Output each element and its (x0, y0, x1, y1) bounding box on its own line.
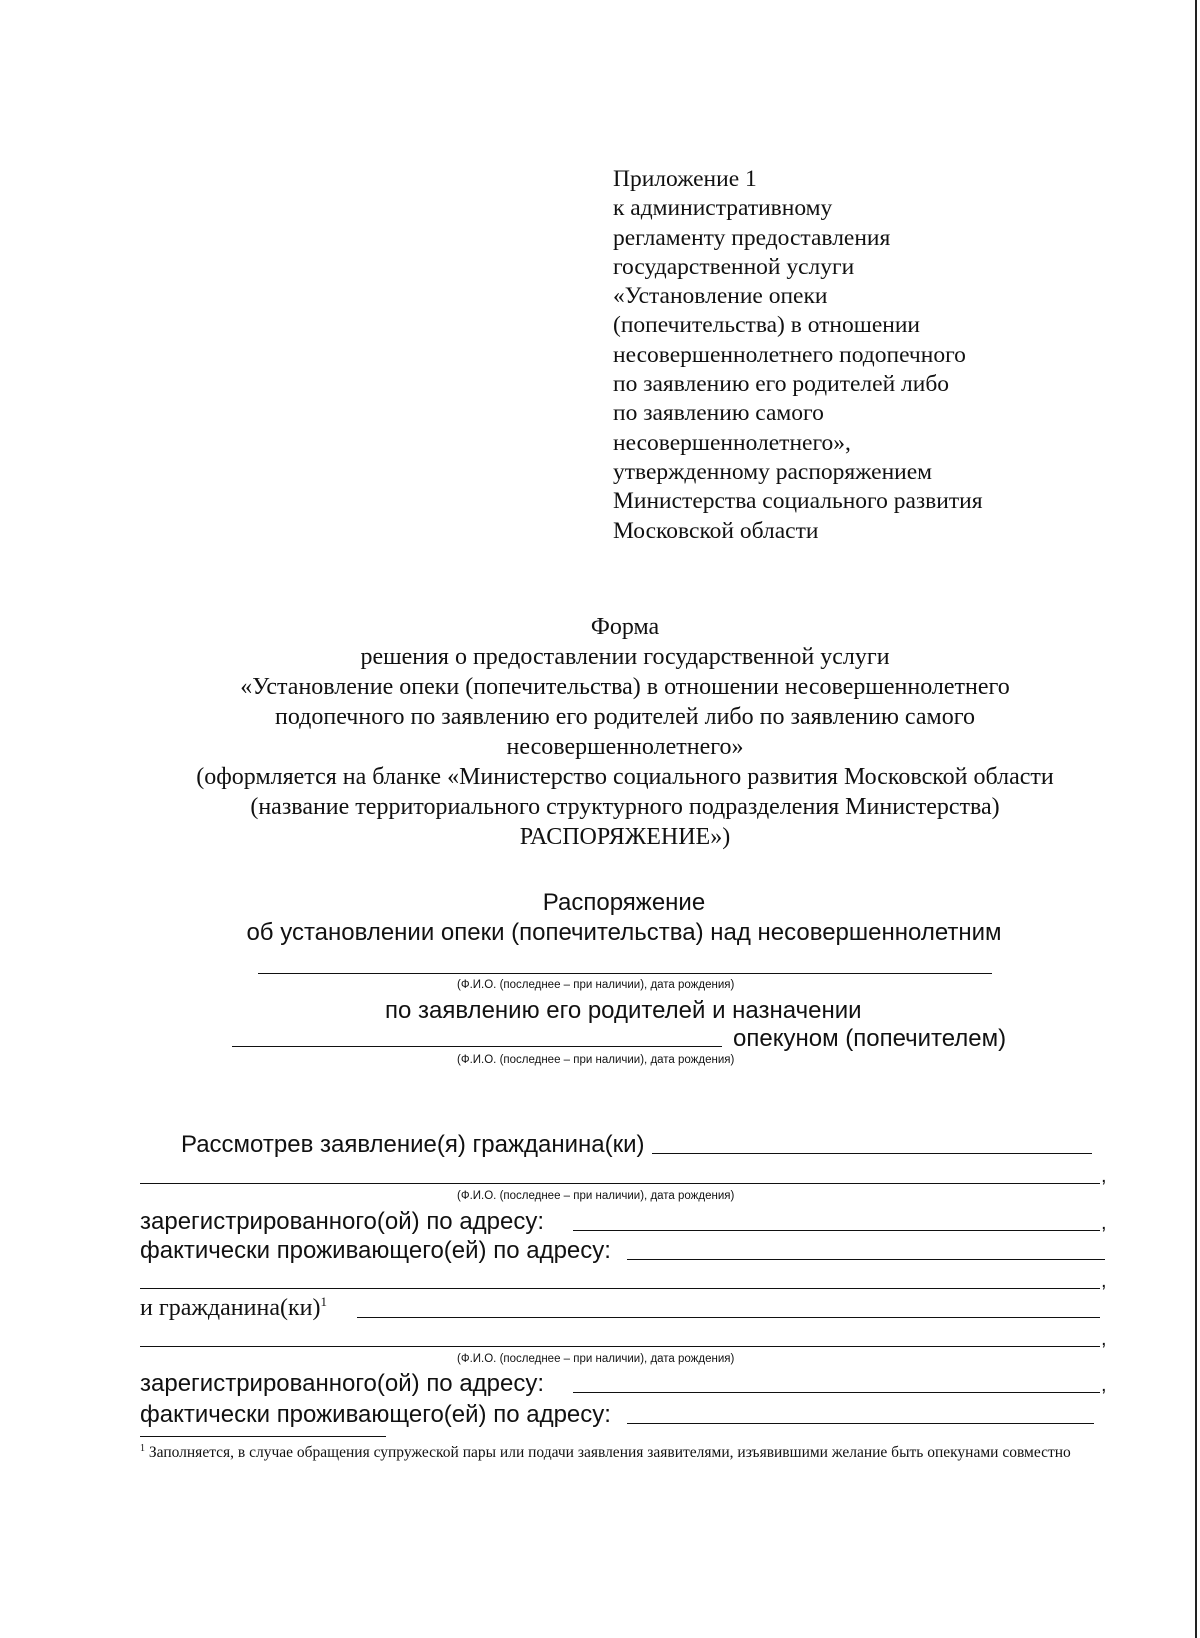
residing-label: фактически проживающего(ей) по адресу: (140, 1401, 611, 1428)
minor-fio-field[interactable] (258, 973, 992, 974)
registered-label: зарегистрированного(ой) по адресу: (140, 1370, 545, 1397)
appendix-line: несовершеннолетнего подопечного (613, 341, 966, 368)
appendix-line: (попечительства) в отношении (613, 312, 920, 339)
second-citizen-fio-field-cont[interactable] (140, 1346, 1100, 1347)
applicant-fio-field[interactable] (652, 1153, 1092, 1154)
form-title-line: (название территориального структурного подразделения Министерства) (250, 794, 1000, 820)
appendix-line: Московской области (613, 517, 819, 544)
fio-caption: (Ф.И.О. (последнее – при наличии), дата рождения) (457, 1190, 735, 1202)
comma: , (1101, 1165, 1107, 1187)
form-title (0, 612, 1200, 852)
footnote (140, 1443, 1120, 1463)
form-title-line: Форма (590, 614, 660, 640)
considered-label: Рассмотрев заявление(я) гражданина(ки) (181, 1131, 645, 1158)
form-title-line: РАСПОРЯЖЕНИЕ») (519, 824, 731, 850)
form-title-line: подопечного по заявлению его родителей либо по заявлению самого (275, 704, 975, 730)
form-title-line: несовершеннолетнего» (506, 734, 744, 760)
residing-address-field[interactable] (627, 1423, 1094, 1424)
fio-caption: (Ф.И.О. (последнее – при наличии), дата рождения) (457, 979, 735, 991)
comma: , (1101, 1212, 1107, 1234)
footnote-separator (140, 1436, 386, 1437)
parents-line: по заявлению его родителей и назначении (385, 997, 862, 1024)
appendix-header (613, 165, 1093, 546)
registered-address-field[interactable] (573, 1230, 1100, 1231)
appendix-line: по заявлению его родителей либо (613, 371, 950, 398)
appendix-line: несовершеннолетнего», (613, 429, 851, 456)
and-citizen-text: и гражданина(ки) (140, 1295, 321, 1321)
decree-subheading: об установлении опеки (попечительства) над несовершеннолетним (246, 919, 1002, 946)
appendix-line: государственной услуги (613, 253, 855, 280)
decree-heading: Распоряжение (542, 889, 706, 916)
comma: , (1101, 1270, 1107, 1292)
comma: , (1101, 1328, 1107, 1350)
residing-address-field-cont[interactable] (140, 1288, 1100, 1289)
appendix-line: Министерства социального развития (613, 488, 983, 515)
fio-caption: (Ф.И.О. (последнее – при наличии), дата рождения) (457, 1054, 735, 1066)
appendix-line: «Установление опеки (613, 283, 828, 310)
comma: , (1101, 1374, 1107, 1396)
decree-heading-block (0, 888, 1200, 948)
footnote-mark: 1 (320, 1294, 327, 1309)
guardian-suffix: опекуном (попечителем) (733, 1025, 1007, 1052)
appendix-line: регламенту предоставления (613, 224, 891, 251)
form-title-line: (оформляется на бланке «Министерство социального развития Московской области (196, 764, 1054, 790)
second-citizen-fio-field[interactable] (357, 1317, 1100, 1318)
form-title-line: «Установление опеки (попечительства) в отношении несовершеннолетнего (240, 674, 1010, 700)
footnote-text: Заполняется, в случае обращения супружеской пары или подачи заявления заявителями, изъявившими желание быть опекунами совместно (148, 1444, 1071, 1461)
guardian-fio-field[interactable] (232, 1046, 722, 1047)
fio-caption: (Ф.И.О. (последнее – при наличии), дата рождения) (457, 1353, 735, 1365)
appendix-line: Приложение 1 (613, 166, 757, 192)
appendix-line: к административному (613, 195, 833, 222)
appendix-line: утвержденному распоряжением (613, 458, 933, 485)
residing-label: фактически проживающего(ей) по адресу: (140, 1237, 611, 1264)
registered-address-field[interactable] (573, 1392, 1100, 1393)
form-title-line: решения о предоставлении государственной услуги (360, 644, 890, 670)
appendix-line: по заявлению самого (613, 400, 824, 427)
residing-address-field[interactable] (627, 1259, 1105, 1260)
applicant-fio-field-cont[interactable] (140, 1183, 1100, 1184)
footnote-mark: 1 (140, 1442, 145, 1454)
registered-label: зарегистрированного(ой) по адресу: (140, 1208, 545, 1235)
and-citizen-label (140, 1293, 327, 1323)
